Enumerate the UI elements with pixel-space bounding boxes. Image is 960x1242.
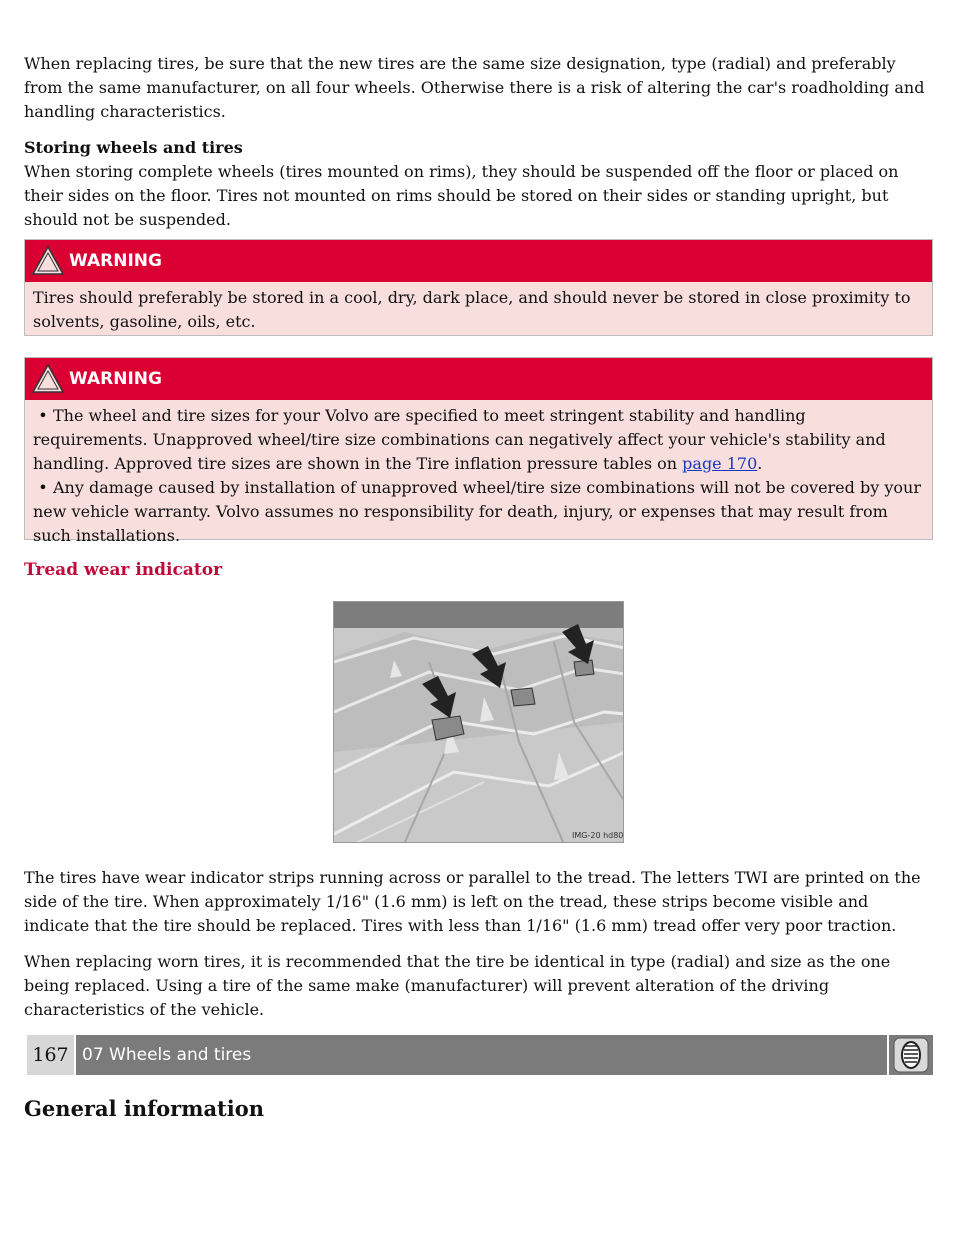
figure-code: IMG-20 hd80: [572, 831, 624, 840]
tread-paragraph-2: When replacing worn tires, it is recommended that the tire be identical in type (radial) and size as the one being replaced. Using a tire of the same make (manufacturer) will prevent alteration of the driving characteristics of the vehicle.: [24, 952, 891, 1019]
list-item: [33, 476, 924, 548]
tread-wear-illustration: [333, 601, 624, 843]
tread-heading: Tread wear indicator: [24, 560, 223, 580]
storing-section: [24, 136, 936, 232]
warning-list: [25, 400, 932, 554]
page-number: 167: [27, 1035, 74, 1075]
warning-label: WARNING: [69, 369, 162, 389]
chapter-footer: [27, 1035, 933, 1075]
list-item-text: .: [757, 454, 763, 473]
tire-tread-image: [334, 602, 624, 843]
warning-triangle-icon: [31, 245, 65, 277]
warning-triangle-icon: [31, 363, 65, 395]
chapter-title: 07 Wheels and tires: [76, 1035, 887, 1075]
warning-text: Tires should preferably be stored in a cool, dry, dark place, and should never be stored in close proximity to solvents, gasoline, oils, etc.: [33, 288, 911, 331]
tread-paragraph-1: The tires have wear indicator strips running across or parallel to the tread. The letters TWI are printed on the side of the tire. When approximately 1/16" (1.6 mm) is left on the tread, these strips become visible and indicate that the tire should be replaced. Tires with less than 1/16" (1.6 mm) tread offer very poor traction.: [24, 868, 921, 935]
storing-text: When storing complete wheels (tires mounted on rims), they should be suspended off the floor or placed on their sides on the floor. Tires not mounted on rims should be stored on their sides or standing upright, but should not be suspended.: [24, 162, 899, 229]
storing-heading: Storing wheels and tires: [24, 138, 243, 157]
tire-icon: [889, 1035, 933, 1075]
page-170-link[interactable]: page 170: [682, 454, 758, 473]
warning-box-sizes: [24, 357, 933, 545]
list-item-text: Any damage caused by installation of unapproved wheel/tire size combinations will not be covered by your new vehicle warranty. Volvo assumes no responsibility for death, injury, or expenses that may result from such installations.: [33, 478, 921, 545]
list-item: [33, 404, 924, 476]
bullet-icon: •: [38, 478, 48, 497]
warning-header: [25, 240, 932, 282]
bullet-icon: •: [38, 406, 48, 425]
general-information-heading: General information: [24, 1096, 265, 1121]
intro-paragraph: When replacing tires, be sure that the new tires are the same size designation, type (radial) and preferably from the same manufacturer, on all four wheels. Otherwise there is a risk of altering the car's roadholding and handling characteristics.: [24, 54, 925, 121]
list-item-text: The wheel and tire sizes for your Volvo are specified to meet stringent stability and handling requirements. Unapproved wheel/tire size combinations can negatively affect your vehicle's stability and handling. Approved tire sizes are shown in the Tire inflation pressure tables on: [33, 406, 886, 473]
warning-header: [25, 358, 932, 400]
warning-label: WARNING: [69, 251, 162, 271]
warning-box-storage: [24, 239, 933, 336]
